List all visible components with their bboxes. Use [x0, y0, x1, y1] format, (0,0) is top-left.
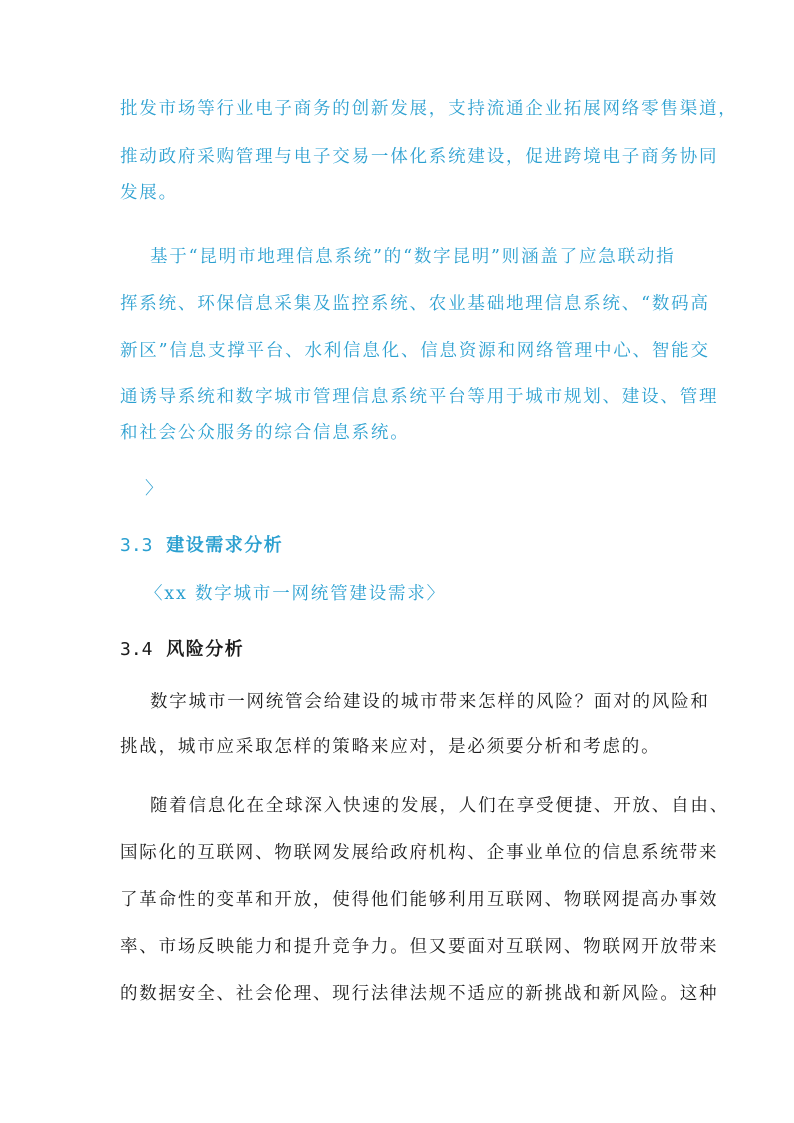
para-2-line-4: 通诱导系统和数字城市管理信息系统平台等用于城市规划、建设、管理 [120, 387, 719, 407]
para-1-line-1: 批发市场等行业电子商务的创新发展，支持流通企业拓展网络零售渠道， [120, 99, 738, 119]
para-4-line-5: 的数据安全、社会伦理、现行法律法规不适应的新挑战和新风险。这种 [120, 984, 719, 1004]
section-3-3-title: 建设需求分析 [166, 535, 284, 556]
para-3-line-2: 挑战，城市应采取怎样的策略来应对，是必须要分析和考虑的。 [120, 737, 661, 757]
section-3-3-placeholder: 〈xx 数字城市一网统管建设需求〉 [145, 584, 446, 604]
para-2-line-3: 新区”信息支撑平台、水利信息化、信息资源和网络管理中心、智能交 [120, 341, 710, 361]
para-2-line-5: 和社会公众服务的综合信息系统。 [120, 423, 410, 443]
section-3-4-number: 3.4 [120, 639, 153, 660]
close-angle-marker: 〉 [145, 479, 165, 499]
para-4-line-4: 率、市场反映能力和提升竞争力。但又要面对互联网、物联网开放带来 [120, 937, 719, 957]
para-2-line-2: 挥系统、环保信息采集及监控系统、农业基础地理信息系统、“数码高 [120, 294, 710, 314]
section-3-3-heading [120, 534, 283, 558]
para-1-line-2: 推动政府采购管理与电子交易一体化系统建设，促进跨境电子商务协同 [120, 147, 719, 167]
section-3-3-number: 3.3 [120, 535, 153, 556]
para-4-line-2: 国际化的互联网、物联网发展给政府机构、企事业单位的信息系统带来 [120, 843, 719, 863]
section-3-4-title: 风险分析 [166, 639, 245, 660]
para-4-line-1: 随着信息化在全球深入快速的发展，人们在享受便捷、开放、自由、 [150, 796, 729, 816]
para-1-line-3: 发展。 [120, 183, 178, 203]
section-3-4-heading [120, 638, 244, 662]
para-3-line-1: 数字城市一网统管会给建设的城市带来怎样的风险？面对的风险和 [150, 692, 710, 712]
para-4-line-3: 了革命性的变革和开放，使得他们能够利用互联网、物联网提高办事效 [120, 890, 719, 910]
para-2-line-1: 基于“昆明市地理信息系统”的“数字昆明”则涵盖了应急联动指 [150, 247, 676, 267]
